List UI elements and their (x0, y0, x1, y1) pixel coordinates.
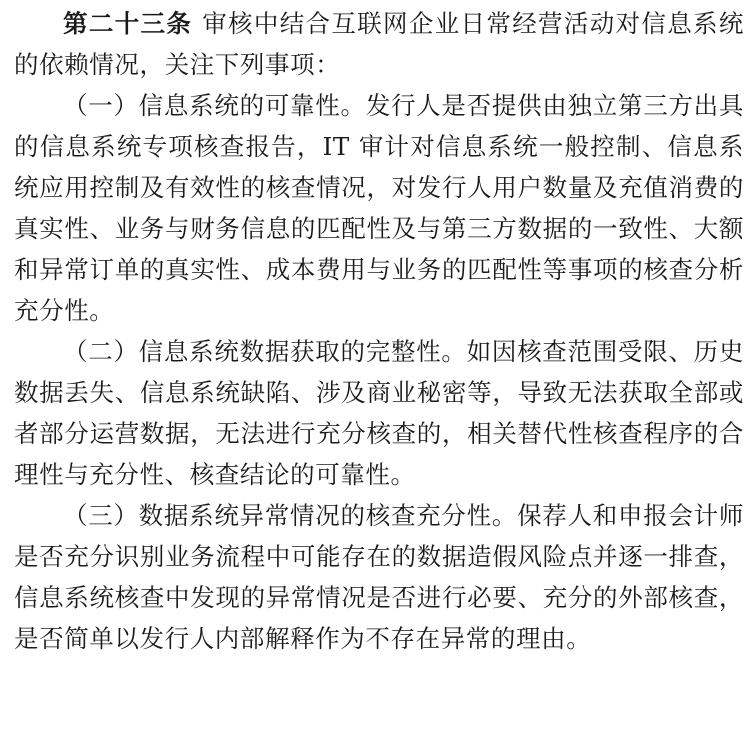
item-paragraph-3: （三）数据系统异常情况的核查充分性。保荐人和申报会计师是否充分识别业务流程中可能存在的数据造假风险点并逐一排查，信息系统核查中发现的异常情况是否进行必要、充分的外部核查，是否简单以发行人内部解释作为不存在异常的理由。 (14, 501, 744, 653)
item-paragraph-1: （一）信息系统的可靠性。发行人是否提供由独立第三方出具的信息系统专项核查报告，IT 审计对信息系统一般控制、信息系统应用控制及有效性的核查情况，对发行人用户数量及充值消费的真实性、业务与财务信息的匹配性及与第三方数据的一致性、大额和异常订单的真实性、成本费用与业务的匹配性等事项的核查分析充分性。 (14, 91, 744, 325)
article-paragraph (14, 3, 744, 85)
item-paragraph-2: （二）信息系统数据获取的完整性。如因核查范围受限、历史数据丢失、信息系统缺陷、涉及商业秘密等，导致无法获取全部或者部分运营数据，无法进行充分核查的，相关替代性核查程序的合理性与充分性、核查结论的可靠性。 (14, 337, 744, 489)
article-number: 第二十三条 (63, 9, 193, 38)
document-page (14, 3, 744, 659)
article-intro: 审核中结合互联网企业日常经营活动对信息系统的依赖情况，关注下列事项： (14, 9, 744, 79)
